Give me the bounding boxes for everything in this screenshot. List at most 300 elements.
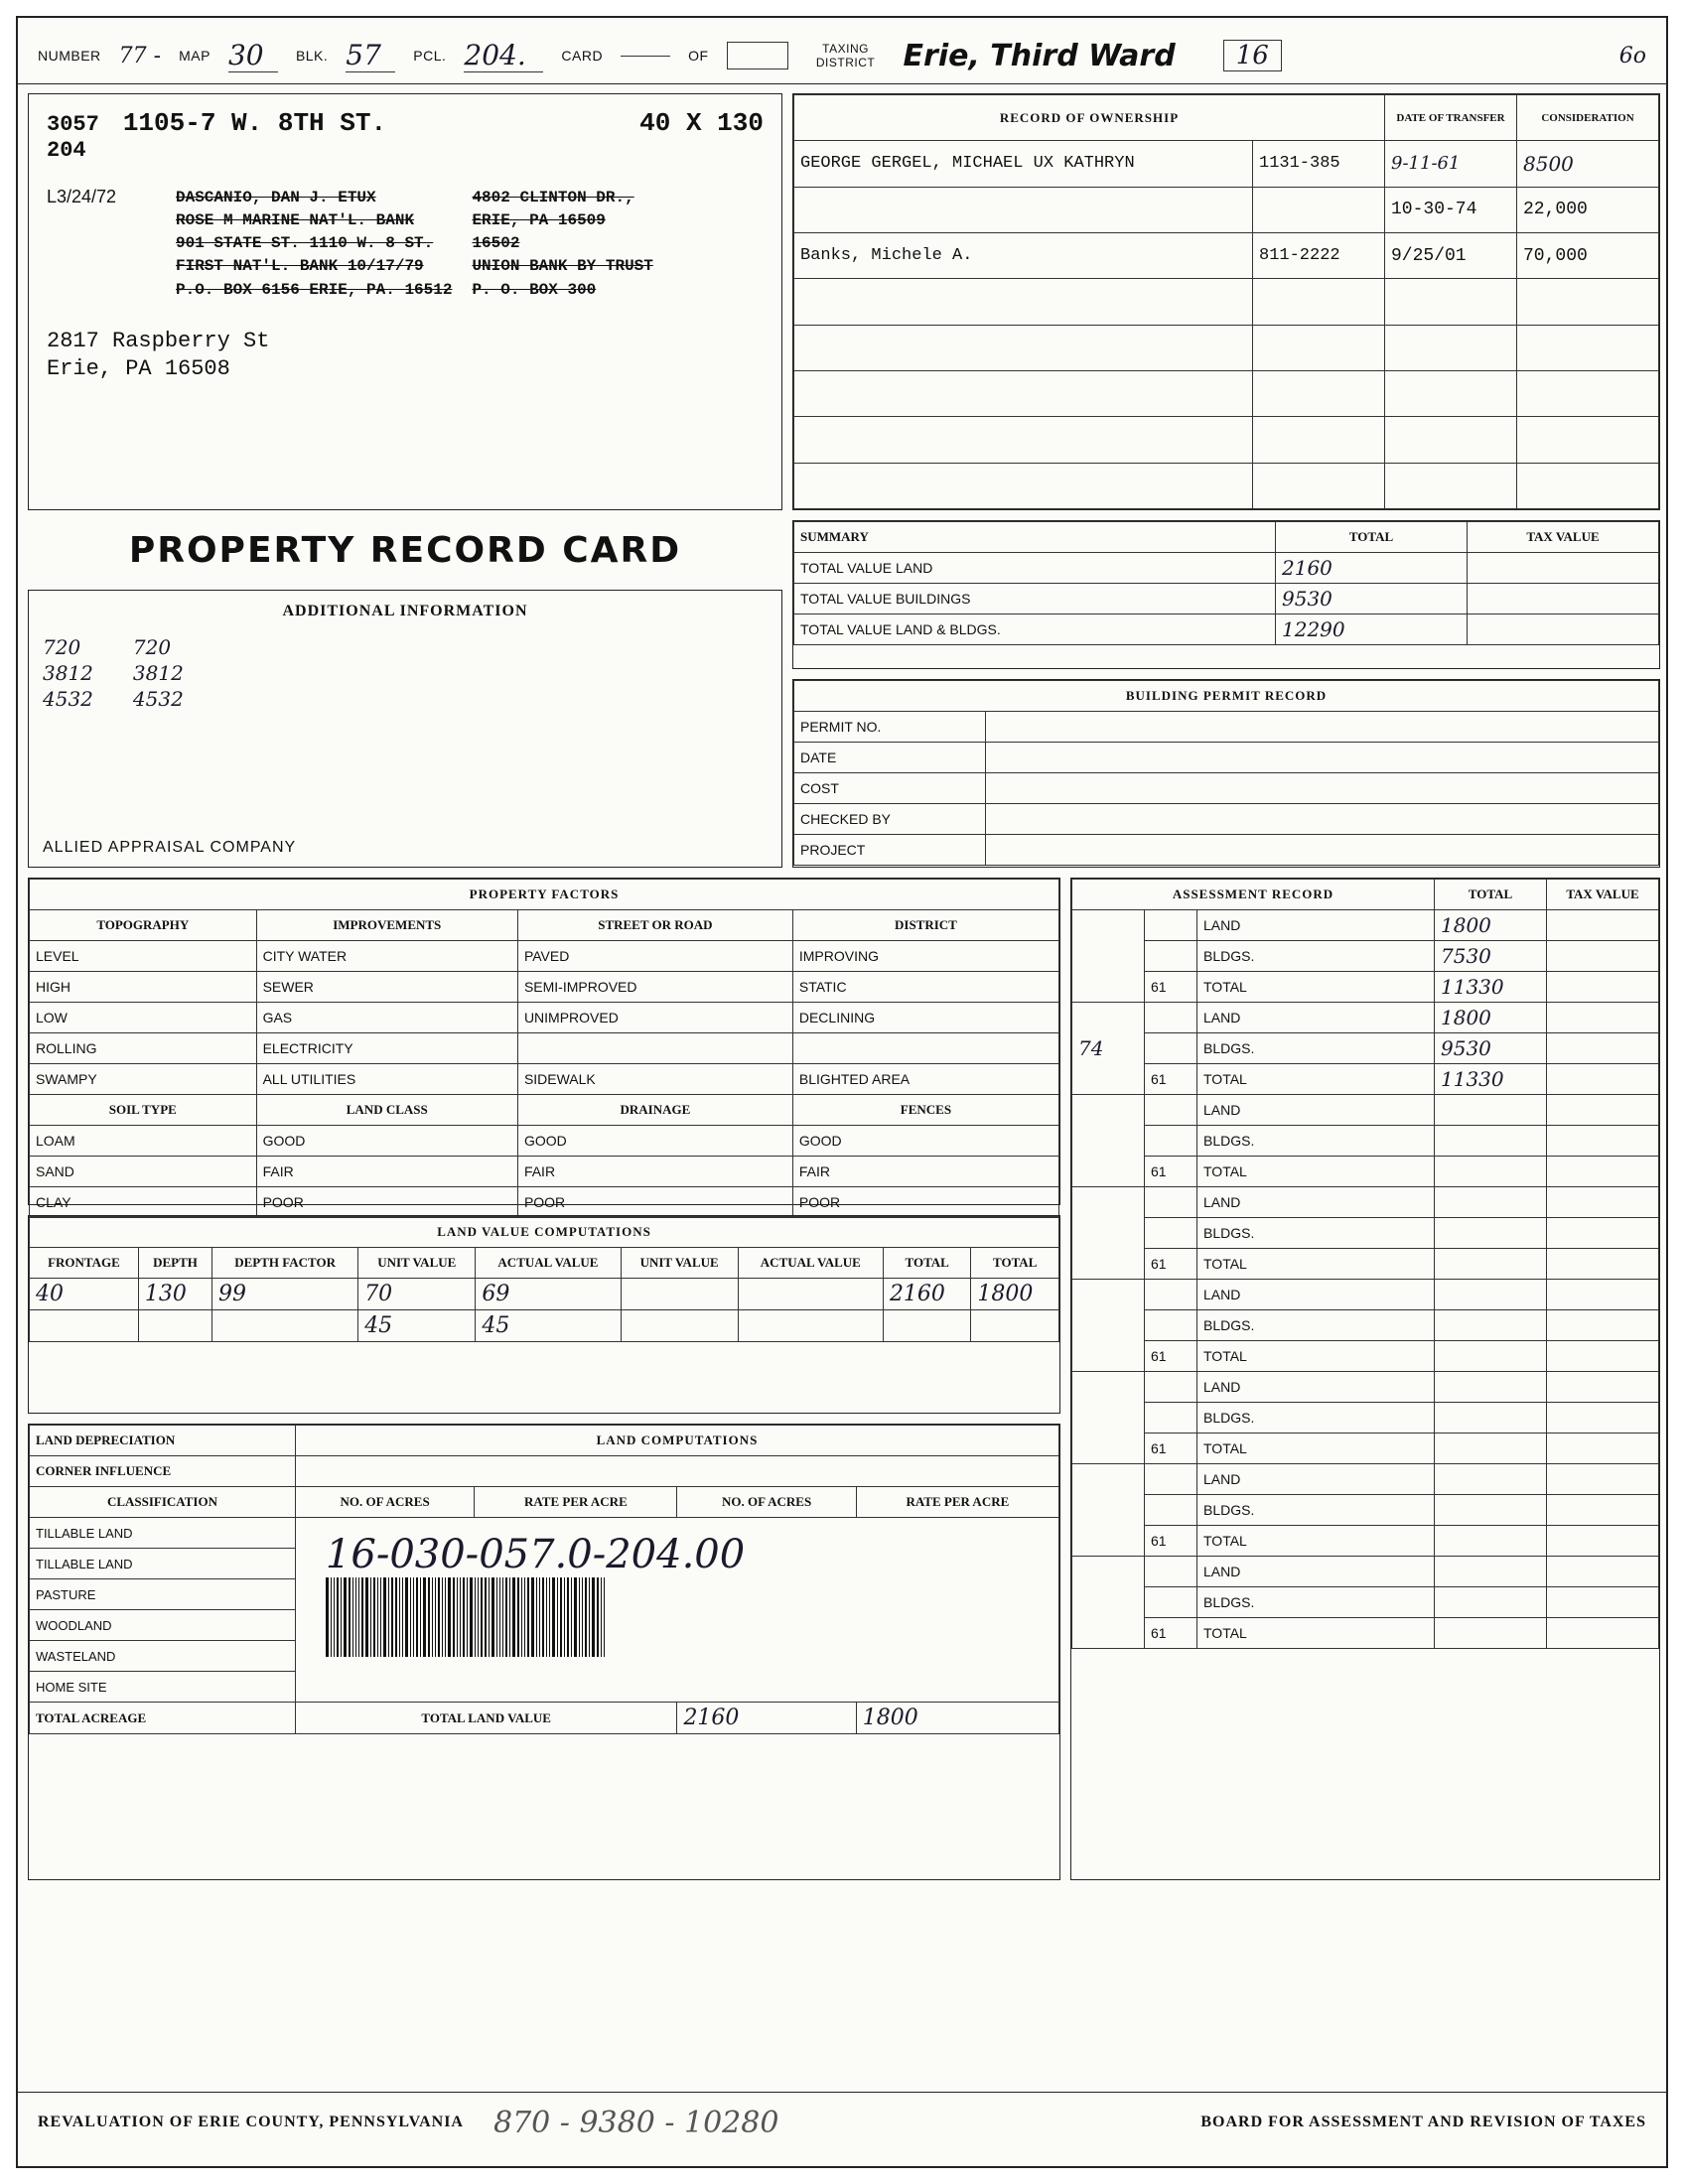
assessment-year	[1072, 1464, 1145, 1557]
permit-date-label: DATE	[794, 743, 986, 773]
assessment-value	[1435, 1618, 1547, 1649]
barcode-bar	[589, 1577, 590, 1657]
assessment-year	[1072, 910, 1145, 1003]
barcode-bar	[448, 1577, 451, 1657]
of-label: OF	[688, 48, 709, 64]
number-value: 77 -	[118, 43, 162, 68]
land-value-cell	[138, 1310, 211, 1342]
assessment-row-label: LAND	[1197, 1464, 1435, 1495]
factors-header: DRAINAGE	[517, 1095, 792, 1126]
land-value-cell: 70	[358, 1279, 476, 1310]
factors-cell: IMPROVING	[792, 941, 1058, 972]
deed-book: 811-2222	[1253, 232, 1385, 278]
land-computations-title: LAND COMPUTATIONS	[295, 1426, 1058, 1456]
assessment-row-label: LAND	[1197, 1095, 1435, 1126]
assessment-tax-value	[1547, 972, 1659, 1003]
assessment-row-label: BLDGS.	[1197, 1126, 1435, 1157]
assessment-tax-value	[1547, 1310, 1659, 1341]
land-value-cell	[738, 1310, 883, 1342]
factors-cell: DECLINING	[792, 1003, 1058, 1033]
assessment-value	[1435, 1126, 1547, 1157]
card-footer	[18, 2092, 1666, 2152]
land-value-row	[30, 1310, 1059, 1342]
factors-cell: CLAY	[30, 1187, 257, 1218]
factors-cell: FAIR	[517, 1157, 792, 1187]
barcode-bar	[438, 1577, 440, 1657]
pcl-label: PCL.	[413, 48, 447, 64]
barcode-bar	[517, 1577, 519, 1657]
barcode-bar	[481, 1577, 483, 1657]
assessment-tax-value	[1547, 1218, 1659, 1249]
barcode-bar	[416, 1577, 418, 1657]
ownership-col-consideration: CONSIDERATION	[1517, 95, 1659, 141]
barcode-bar	[527, 1577, 529, 1657]
barcode-bar	[499, 1577, 500, 1657]
assessment-tax-value	[1547, 1064, 1659, 1095]
barcode-bar	[585, 1577, 587, 1657]
assessment-row-label: BLDGS.	[1197, 941, 1435, 972]
assessment-year-mark: 61	[1145, 1157, 1197, 1187]
barcode-bar	[423, 1577, 426, 1657]
assessment-year: 74	[1072, 1003, 1145, 1095]
corner-influence-label: CORNER INFLUENCE	[30, 1456, 296, 1487]
summary-row	[794, 614, 1659, 645]
ownership-row	[794, 232, 1659, 278]
assessment-tax-value	[1547, 1403, 1659, 1433]
assessment-row-label: LAND	[1197, 910, 1435, 941]
barcode-bar	[428, 1577, 430, 1657]
summary-total: 9530	[1276, 584, 1468, 614]
land-value-row	[30, 1279, 1059, 1310]
assessment-title: ASSESSMENT RECORD	[1072, 880, 1435, 910]
assessment-row-label: LAND	[1197, 1280, 1435, 1310]
land-value-cell: 99	[212, 1279, 358, 1310]
assessment-row-label: TOTAL	[1197, 972, 1435, 1003]
land-value-cell: 45	[358, 1310, 476, 1342]
assessment-tax-value	[1547, 1095, 1659, 1126]
assessment-col-tax: TAX VALUE	[1547, 880, 1659, 910]
acre-header: RATE PER ACRE	[856, 1487, 1058, 1518]
property-description	[28, 93, 782, 510]
land-value-cell: 69	[476, 1279, 621, 1310]
land-value-cell: 45	[476, 1310, 621, 1342]
barcode-bar	[601, 1577, 602, 1657]
assessment-tax-value	[1547, 1003, 1659, 1033]
assessment-value	[1435, 1495, 1547, 1526]
assessment-row	[1072, 1341, 1659, 1372]
assessment-year-mark: 61	[1145, 1341, 1197, 1372]
parcel-sub-number: 204	[47, 138, 86, 164]
current-mailing-address	[47, 328, 764, 384]
assessment-year-mark	[1145, 1372, 1197, 1403]
permit-cost-label: COST	[794, 773, 986, 804]
assessment-row	[1072, 1464, 1659, 1495]
factors-cell: ELECTRICITY	[256, 1033, 517, 1064]
barcode-bar	[453, 1577, 455, 1657]
land-value-header: DEPTH FACTOR	[212, 1248, 358, 1279]
assessment-tax-value	[1547, 1280, 1659, 1310]
land-value-title: LAND VALUE COMPUTATIONS	[30, 1217, 1059, 1248]
assessment-record	[1070, 878, 1660, 1880]
barcode-bar	[399, 1577, 400, 1657]
acre-header: RATE PER ACRE	[475, 1487, 677, 1518]
factors-cell: ALL UTILITIES	[256, 1064, 517, 1095]
barcode-bar	[358, 1577, 359, 1657]
additional-number: 4532	[132, 687, 184, 711]
barcode-bar	[377, 1577, 378, 1657]
assessment-tax-value	[1547, 910, 1659, 941]
prior-owner-line: 4802 CLINTON DR.,	[472, 188, 634, 206]
map-label: MAP	[179, 48, 210, 64]
barcode-bar	[391, 1577, 393, 1657]
assessment-row	[1072, 941, 1659, 972]
assessment-tax-value	[1547, 1587, 1659, 1618]
owner-name	[794, 187, 1253, 232]
land-value-cell	[621, 1310, 738, 1342]
assessment-row	[1072, 1526, 1659, 1557]
classification-row: PASTURE	[30, 1579, 296, 1610]
barcode-bar	[485, 1577, 487, 1657]
assessment-year-mark	[1145, 1280, 1197, 1310]
barcode-text: 16-030-057.0-204.00	[325, 1532, 746, 1577]
summary-tax	[1468, 553, 1659, 584]
assessment-row	[1072, 1310, 1659, 1341]
factors-header: SOIL TYPE	[30, 1095, 257, 1126]
factors-row	[30, 1003, 1059, 1033]
prior-owner-block-2	[472, 187, 652, 302]
factors-cell: LOW	[30, 1003, 257, 1033]
assessment-value	[1435, 1157, 1547, 1187]
barcode-bar	[420, 1577, 421, 1657]
land-value-header: UNIT VALUE	[358, 1248, 476, 1279]
footer-left: REVALUATION OF ERIE COUNTY, PENNSYLVANIA	[38, 2114, 464, 2130]
assessment-row-label: TOTAL	[1197, 1526, 1435, 1557]
land-value-cell: 130	[138, 1279, 211, 1310]
assessment-value	[1435, 1310, 1547, 1341]
transfer-date: 9/25/01	[1385, 232, 1517, 278]
barcode-bar	[326, 1577, 329, 1657]
assessment-row-label: LAND	[1197, 1372, 1435, 1403]
factors-cell: LOAM	[30, 1126, 257, 1157]
land-value-header: TOTAL	[971, 1248, 1059, 1279]
factors-cell: SEMI-IMPROVED	[517, 972, 792, 1003]
land-value-cell: 40	[30, 1279, 139, 1310]
assessment-year-mark: 61	[1145, 972, 1197, 1003]
land-value-computations	[28, 1215, 1060, 1414]
assessment-row-label: LAND	[1197, 1003, 1435, 1033]
barcode-bar	[597, 1577, 599, 1657]
summary-row	[794, 584, 1659, 614]
summary-label: TOTAL VALUE BUILDINGS	[794, 584, 1276, 614]
assessment-row-label: BLDGS.	[1197, 1403, 1435, 1433]
assessment-tax-value	[1547, 1618, 1659, 1649]
permit-title: BUILDING PERMIT RECORD	[794, 681, 1659, 712]
assessment-tax-value	[1547, 1033, 1659, 1064]
acre-header: NO. OF ACRES	[677, 1487, 856, 1518]
appraisal-company: ALLIED APPRAISAL COMPANY	[43, 839, 297, 856]
blk-value: 57	[346, 39, 395, 72]
barcode-bar	[341, 1577, 342, 1657]
barcode-bar	[388, 1577, 389, 1657]
additional-number: 4532	[43, 687, 93, 711]
assessment-value	[1435, 1341, 1547, 1372]
assessment-row-label: TOTAL	[1197, 1249, 1435, 1280]
factors-cell: POOR	[256, 1187, 517, 1218]
assessment-year	[1072, 1095, 1145, 1187]
prior-owner-line: 16502	[472, 234, 520, 253]
ownership-row	[794, 141, 1659, 187]
assessment-tax-value	[1547, 941, 1659, 972]
assessment-row-label: LAND	[1197, 1187, 1435, 1218]
assessment-value	[1435, 1526, 1547, 1557]
factors-row	[30, 1126, 1059, 1157]
prior-owner-line: FIRST NAT'L. BANK 10/17/79	[176, 257, 424, 276]
assessment-value: 1800	[1435, 910, 1547, 941]
property-address: 1105-7 W. 8TH ST.	[122, 108, 387, 138]
barcode-bar	[410, 1577, 411, 1657]
land-value-header: UNIT VALUE	[621, 1248, 738, 1279]
assessment-row-label: LAND	[1197, 1557, 1435, 1587]
barcode-bar	[521, 1577, 522, 1657]
additional-number: 3812	[132, 661, 184, 685]
factors-row	[30, 941, 1059, 972]
summary-title: SUMMARY	[794, 522, 1276, 553]
factors-header: LAND CLASS	[256, 1095, 517, 1126]
assessment-row	[1072, 910, 1659, 941]
barcode-bar	[442, 1577, 443, 1657]
summary-tax	[1468, 614, 1659, 645]
transfer-date: 9-11-61	[1385, 141, 1517, 187]
land-value-header: ACTUAL VALUE	[476, 1248, 621, 1279]
barcode-bar	[383, 1577, 386, 1657]
barcode-bar	[435, 1577, 436, 1657]
land-value-cell	[883, 1310, 970, 1342]
factors-cell: SAND	[30, 1157, 257, 1187]
assessment-tax-value	[1547, 1372, 1659, 1403]
assessment-row-label: TOTAL	[1197, 1341, 1435, 1372]
assessment-year-mark	[1145, 1464, 1197, 1495]
assessment-row-label: TOTAL	[1197, 1064, 1435, 1095]
assessment-year-mark	[1145, 1557, 1197, 1587]
assessment-value	[1435, 1464, 1547, 1495]
card-header	[18, 28, 1666, 84]
building-permit-record	[792, 679, 1660, 868]
factors-cell: POOR	[517, 1187, 792, 1218]
barcode-bar	[355, 1577, 356, 1657]
barcode-bar	[502, 1577, 503, 1657]
summary-tax	[1468, 584, 1659, 614]
assessment-year-mark: 61	[1145, 1433, 1197, 1464]
prior-owner-line: P.O. BOX 6156 ERIE, PA. 16512	[176, 280, 453, 299]
assessment-row	[1072, 1618, 1659, 1649]
barcode-bar	[365, 1577, 368, 1657]
barcode-bar	[402, 1577, 403, 1657]
land-value-header: TOTAL	[883, 1248, 970, 1279]
assessment-row	[1072, 1249, 1659, 1280]
barcode-bar	[395, 1577, 397, 1657]
assessment-row	[1072, 972, 1659, 1003]
summary-label: TOTAL VALUE LAND & BLDGS.	[794, 614, 1276, 645]
factors-cell: GOOD	[256, 1126, 517, 1157]
assessment-value	[1435, 1280, 1547, 1310]
factors-cell: POOR	[792, 1187, 1058, 1218]
of-box	[727, 42, 788, 69]
assessment-row-label: TOTAL	[1197, 1433, 1435, 1464]
assessment-year-mark	[1145, 1403, 1197, 1433]
assessment-year	[1072, 1280, 1145, 1372]
factors-cell: HIGH	[30, 972, 257, 1003]
barcode-bar	[536, 1577, 537, 1657]
additional-number: 720	[43, 635, 81, 659]
barcode-bar	[489, 1577, 490, 1657]
factors-row	[30, 1064, 1059, 1095]
district-number: 16	[1223, 40, 1282, 71]
assessment-year-mark	[1145, 1310, 1197, 1341]
summary-label: TOTAL VALUE LAND	[794, 553, 1276, 584]
land-value-cell	[621, 1279, 738, 1310]
assessment-row-label: BLDGS.	[1197, 1218, 1435, 1249]
factors-header: TOPOGRAPHY	[30, 910, 257, 941]
factors-row	[30, 1033, 1059, 1064]
factors-header: DISTRICT	[792, 910, 1058, 941]
factors-row	[30, 1157, 1059, 1187]
barcode-bar	[491, 1577, 494, 1657]
owner-name: GEORGE GERGEL, MICHAEL UX KATHRYN	[794, 141, 1253, 187]
assessment-year-mark	[1145, 941, 1197, 972]
assessment-year-mark: 61	[1145, 1064, 1197, 1095]
factors-header: STREET OR ROAD	[517, 910, 792, 941]
barcode-bar	[457, 1577, 458, 1657]
total-acreage-label: TOTAL ACREAGE	[30, 1703, 296, 1734]
pcl-value: 204.	[464, 39, 543, 72]
card-label: CARD	[561, 48, 604, 64]
prior-owner-line: P. O. BOX 300	[472, 280, 597, 299]
assessment-value: 11330	[1435, 1064, 1547, 1095]
additional-information	[28, 590, 782, 868]
permit-project-label: PROJECT	[794, 835, 986, 866]
number-label: NUMBER	[38, 48, 101, 64]
barcode-bar	[361, 1577, 363, 1657]
map-value: 30	[228, 39, 278, 72]
barcode-bar	[380, 1577, 381, 1657]
factors-cell: SWAMPY	[30, 1064, 257, 1095]
assessment-value: 1800	[1435, 1003, 1547, 1033]
barcode-bar	[509, 1577, 510, 1657]
land-value-cell	[30, 1310, 139, 1342]
assessment-year-mark	[1145, 910, 1197, 941]
barcode-bar	[331, 1577, 332, 1657]
land-value-cell	[971, 1310, 1059, 1342]
land-depreciation-label: LAND DEPRECIATION	[30, 1426, 296, 1456]
assessment-value	[1435, 1587, 1547, 1618]
prior-owner-line: DASCANIO, DAN J. ETUX	[176, 188, 376, 206]
ownership-row	[794, 187, 1659, 232]
assessment-year-mark: 61	[1145, 1526, 1197, 1557]
factors-cell	[517, 1033, 792, 1064]
assessment-row	[1072, 1126, 1659, 1157]
assessment-year-mark: 61	[1145, 1249, 1197, 1280]
prior-owner-line: ROSE M MARINE NAT'L. BANK	[176, 210, 415, 229]
factors-cell: UNIMPROVED	[517, 1003, 792, 1033]
assessment-year-mark	[1145, 1587, 1197, 1618]
assessment-row	[1072, 1218, 1659, 1249]
card-title: PROPERTY RECORD CARD	[128, 529, 682, 571]
factors-cell: FAIR	[792, 1157, 1058, 1187]
summary-col-tax: TAX VALUE	[1468, 522, 1659, 553]
acre-header: CLASSIFICATION	[30, 1487, 296, 1518]
assessment-row	[1072, 1187, 1659, 1218]
assessment-tax-value	[1547, 1249, 1659, 1280]
factors-cell: STATIC	[792, 972, 1058, 1003]
barcode-bar	[512, 1577, 515, 1657]
factors-cell: ROLLING	[30, 1033, 257, 1064]
additional-number: 3812	[43, 661, 93, 685]
barcode-bar	[467, 1577, 468, 1657]
barcode-bar	[524, 1577, 525, 1657]
assessment-tax-value	[1547, 1557, 1659, 1587]
additional-numbers	[43, 634, 768, 712]
assessment-col-total: TOTAL	[1435, 880, 1547, 910]
assessment-tax-value	[1547, 1126, 1659, 1157]
barcode-bar	[552, 1577, 555, 1657]
barcode-bar	[496, 1577, 497, 1657]
consideration: 8500	[1517, 141, 1659, 187]
record-of-ownership	[792, 93, 1660, 510]
barcode-bar	[478, 1577, 479, 1657]
assessment-row	[1072, 1495, 1659, 1526]
acreage-section	[28, 1424, 1060, 1880]
land-value-cell: 2160	[883, 1279, 970, 1310]
total-land-value: 1800	[856, 1703, 1058, 1734]
assessment-year-mark	[1145, 1095, 1197, 1126]
owner-name: Banks, Michele A.	[794, 232, 1253, 278]
assessment-row	[1072, 1403, 1659, 1433]
barcode-bar	[463, 1577, 465, 1657]
assessment-tax-value	[1547, 1495, 1659, 1526]
ownership-col-date: DATE OF TRANSFER	[1385, 95, 1517, 141]
barcode-bar	[349, 1577, 351, 1657]
land-value-cell: 1800	[971, 1279, 1059, 1310]
assessment-row-label: BLDGS.	[1197, 1495, 1435, 1526]
total-land-value: 2160	[677, 1703, 856, 1734]
assessment-value	[1435, 1095, 1547, 1126]
assessment-row-label: BLDGS.	[1197, 1310, 1435, 1341]
deed-book	[1253, 187, 1385, 232]
assessment-year	[1072, 1187, 1145, 1280]
classification-row: WOODLAND	[30, 1610, 296, 1641]
assessment-tax-value	[1547, 1157, 1659, 1187]
factors-cell: PAVED	[517, 941, 792, 972]
property-factors	[28, 878, 1060, 1210]
barcode-bar	[604, 1577, 605, 1657]
factors-header: FENCES	[792, 1095, 1058, 1126]
assessment-row	[1072, 1433, 1659, 1464]
summary-total: 12290	[1276, 614, 1468, 645]
barcode-bar	[564, 1577, 565, 1657]
barcode-bar	[592, 1577, 595, 1657]
prior-owner-line: 901 STATE ST. 1110 W. 8 ST.	[176, 234, 434, 253]
factors-row	[30, 1187, 1059, 1218]
current-address-line2: Erie, PA 16508	[47, 356, 230, 382]
assessment-row	[1072, 1587, 1659, 1618]
factors-row	[30, 972, 1059, 1003]
prior-owner-line: UNION BANK BY TRUST	[472, 257, 653, 276]
assessment-row-label: TOTAL	[1197, 1618, 1435, 1649]
acre-header: NO. OF ACRES	[295, 1487, 474, 1518]
factors-cell: GOOD	[792, 1126, 1058, 1157]
assessment-year-mark	[1145, 1495, 1197, 1526]
barcode-bar	[549, 1577, 550, 1657]
